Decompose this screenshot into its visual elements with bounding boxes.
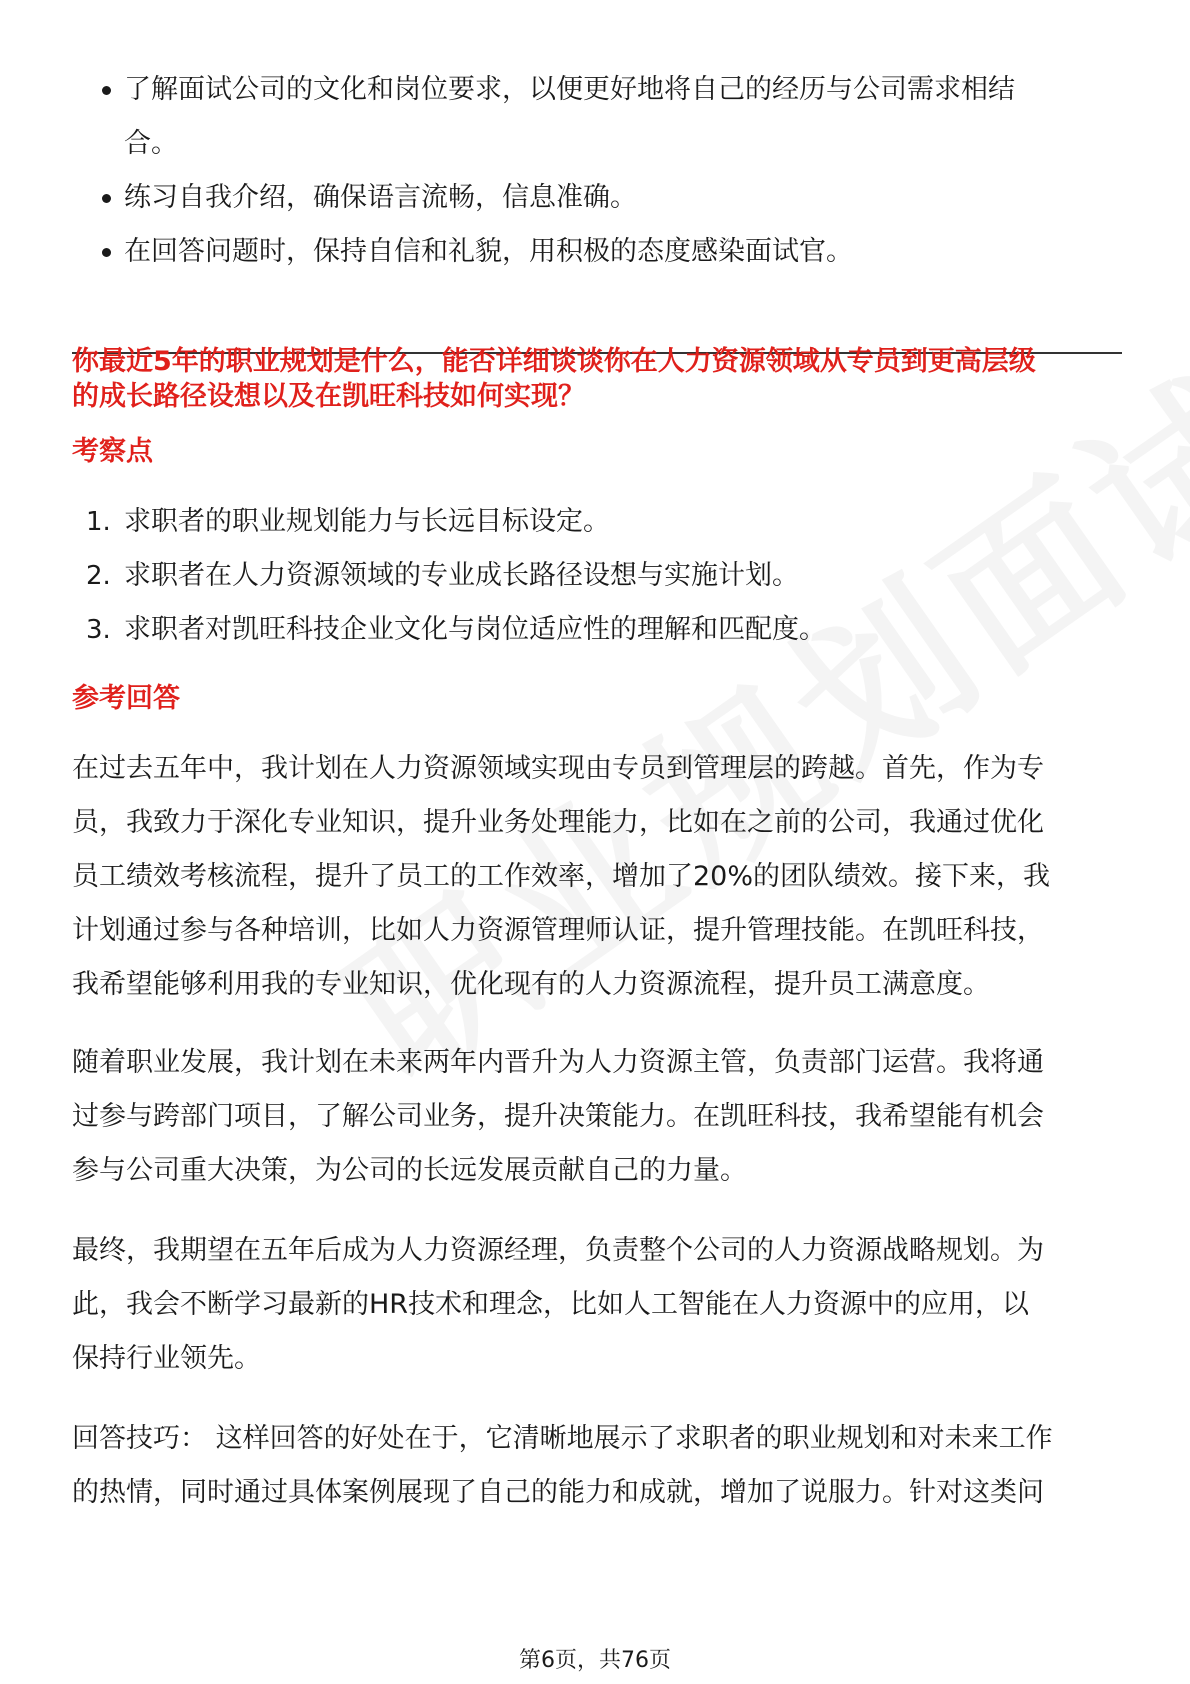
paragraph-line: 员，我致力于深化专业知识，提升业务处理能力，比如在之前的公司，我通过优化: [72, 807, 1044, 838]
bullet-item: 在回答问题时，保持自信和礼貌，用积极的态度感染面试官。: [124, 236, 853, 267]
bullet-item: 练习自我介绍，确保语言流畅，信息准确。: [124, 182, 637, 213]
list-number: 2.: [86, 561, 111, 591]
paragraph-line: 随着职业发展，我计划在未来两年内晋升为人力资源主管，负责部门运营。我将通: [72, 1047, 1044, 1078]
paragraph-line: 在过去五年中，我计划在人力资源领域实现由专员到管理层的跨越。首先，作为专: [72, 753, 1044, 784]
bullet-dot: [102, 86, 111, 95]
page-footer: 第6页，共76页: [519, 1648, 671, 1673]
paragraph-line: 保持行业领先。: [72, 1343, 261, 1374]
section-heading-answer: 参考回答: [72, 683, 180, 714]
section-heading-points: 考察点: [72, 436, 153, 467]
list-number: 3.: [86, 615, 111, 645]
paragraph-line: 此，我会不断学习最新的HR技术和理念，比如人工智能在人力资源中的应用，以: [72, 1289, 1030, 1320]
bullet-item-continuation: 合。: [124, 128, 178, 159]
paragraph-line: 计划通过参与各种培训，比如人力资源管理师认证，提升管理技能。在凯旺科技，: [72, 915, 1044, 946]
paragraph-line: 的热情，同时通过具体案例展现了自己的能力和成就，增加了说服力。针对这类问: [72, 1477, 1044, 1508]
list-item: 求职者在人力资源领域的专业成长路径设想与实施计划。: [124, 560, 799, 591]
question-title-continuation: 的成长路径设想以及在凯旺科技如何实现？: [72, 381, 585, 412]
paragraph-line: 参与公司重大决策，为公司的长远发展贡献自己的力量。: [72, 1155, 747, 1186]
list-item: 求职者对凯旺科技企业文化与岗位适应性的理解和匹配度。: [124, 614, 826, 645]
paragraph-line: 我希望能够利用我的专业知识，优化现有的人力资源流程，提升员工满意度。: [72, 969, 990, 1000]
bullet-item: 了解面试公司的文化和岗位要求，以便更好地将自己的经历与公司需求相结: [124, 74, 1015, 105]
list-item: 求职者的职业规划能力与长远目标设定。: [124, 506, 610, 537]
question-title: 你最近5年的职业规划是什么，能否详细谈谈你在人力资源领域从专员到更高层级: [72, 346, 1036, 377]
paragraph-line: 员工绩效考核流程，提升了员工的工作效率，增加了20%的团队绩效。接下来，我: [72, 861, 1051, 892]
paragraph-line: 过参与跨部门项目，了解公司业务，提升决策能力。在凯旺科技，我希望能有机会: [72, 1101, 1044, 1132]
bullet-dot: [102, 194, 111, 203]
list-number: 1.: [86, 507, 111, 537]
paragraph-line: 最终，我期望在五年后成为人力资源经理，负责整个公司的人力资源战略规划。为: [72, 1235, 1044, 1266]
bullet-dot: [102, 248, 111, 257]
paragraph-line: 回答技巧： 这样回答的好处在于，它清晰地展示了求职者的职业规划和对未来工作: [72, 1423, 1053, 1454]
